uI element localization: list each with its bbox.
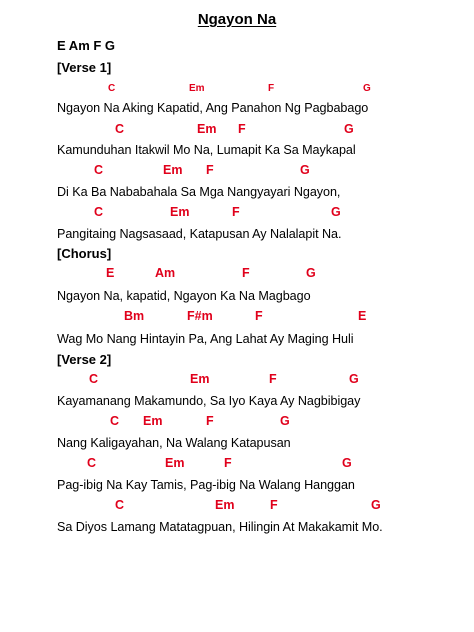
chord: G bbox=[363, 83, 371, 94]
chord: C bbox=[110, 414, 120, 428]
chord: C bbox=[87, 456, 97, 470]
chord-line bbox=[0, 414, 474, 432]
chord: G bbox=[300, 163, 310, 177]
chord: C bbox=[89, 372, 99, 386]
chord: F bbox=[206, 163, 214, 177]
section-heading-chorus: [Chorus] bbox=[57, 246, 112, 261]
section-heading-verse-2: [Verse 2] bbox=[57, 352, 112, 367]
lyric-line: Pag-ibig Na Kay Tamis, Pag-ibig Na Walang Hanggan bbox=[57, 478, 355, 492]
chord: F#m bbox=[187, 309, 213, 323]
chord-line bbox=[0, 82, 474, 100]
lyric-line: Kamunduhan Itakwil Mo Na, Lumapit Ka Sa Maykapal bbox=[57, 143, 356, 157]
chord: F bbox=[232, 205, 240, 219]
chord: F bbox=[270, 498, 278, 512]
lyric-line: Di Ka Ba Nababahala Sa Mga Nangyayari Ngayon, bbox=[57, 185, 341, 199]
chord: C bbox=[115, 498, 125, 512]
chord: G bbox=[349, 372, 359, 386]
chord: G bbox=[342, 456, 352, 470]
lyric-line: Ngayon Na, kapatid, Ngayon Ka Na Magbago bbox=[57, 289, 311, 303]
chord: F bbox=[238, 122, 246, 136]
lyric-line: Kayamanang Makamundo, Sa Iyo Kaya Ay Nagbibigay bbox=[57, 394, 361, 408]
chord-line bbox=[0, 163, 474, 181]
key-chords: E Am F G bbox=[57, 38, 116, 53]
lyric-line: Pangitaing Nagsasaad, Katapusan Ay Nalalapit Na. bbox=[57, 227, 342, 241]
chord: C bbox=[94, 205, 104, 219]
chord: G bbox=[344, 122, 354, 136]
chord: C bbox=[115, 122, 125, 136]
chord-line bbox=[0, 122, 474, 140]
chord: Em bbox=[170, 205, 190, 219]
chord-line bbox=[0, 266, 474, 284]
chord: G bbox=[371, 498, 381, 512]
chord: E bbox=[358, 309, 367, 323]
chord: F bbox=[224, 456, 232, 470]
chord: C bbox=[108, 83, 116, 94]
chord: Em bbox=[163, 163, 183, 177]
chord: F bbox=[206, 414, 214, 428]
chord: F bbox=[268, 83, 275, 94]
chord-line bbox=[0, 372, 474, 390]
chord: Em bbox=[165, 456, 185, 470]
chord-line bbox=[0, 456, 474, 474]
chord: G bbox=[331, 205, 341, 219]
chord: G bbox=[306, 266, 316, 280]
lyric-line: Sa Diyos Lamang Matatagpuan, Hilingin At Makakamit Mo. bbox=[57, 520, 383, 534]
chord: F bbox=[242, 266, 250, 280]
chord: Em bbox=[197, 122, 217, 136]
lyric-line: Nang Kaligayahan, Na Walang Katapusan bbox=[57, 436, 291, 450]
chord: Em bbox=[215, 498, 235, 512]
chord: Em bbox=[143, 414, 163, 428]
chord-line bbox=[0, 309, 474, 327]
chord: F bbox=[255, 309, 263, 323]
song-title: Ngayon Na bbox=[197, 11, 277, 28]
section-heading-verse-1: [Verse 1] bbox=[57, 60, 112, 75]
chord: Bm bbox=[124, 309, 145, 323]
chord: Am bbox=[155, 266, 176, 280]
chord-line bbox=[0, 205, 474, 223]
chord: Em bbox=[189, 83, 205, 94]
chord: F bbox=[269, 372, 277, 386]
chord-line bbox=[0, 498, 474, 516]
lyric-line: Ngayon Na Aking Kapatid, Ang Panahon Ng Pagbabago bbox=[57, 101, 369, 115]
lyric-line: Wag Mo Nang Hintayin Pa, Ang Lahat Ay Maging Huli bbox=[57, 332, 354, 346]
chord: C bbox=[94, 163, 104, 177]
chord: G bbox=[280, 414, 290, 428]
chord: E bbox=[106, 266, 115, 280]
chord: Em bbox=[190, 372, 210, 386]
